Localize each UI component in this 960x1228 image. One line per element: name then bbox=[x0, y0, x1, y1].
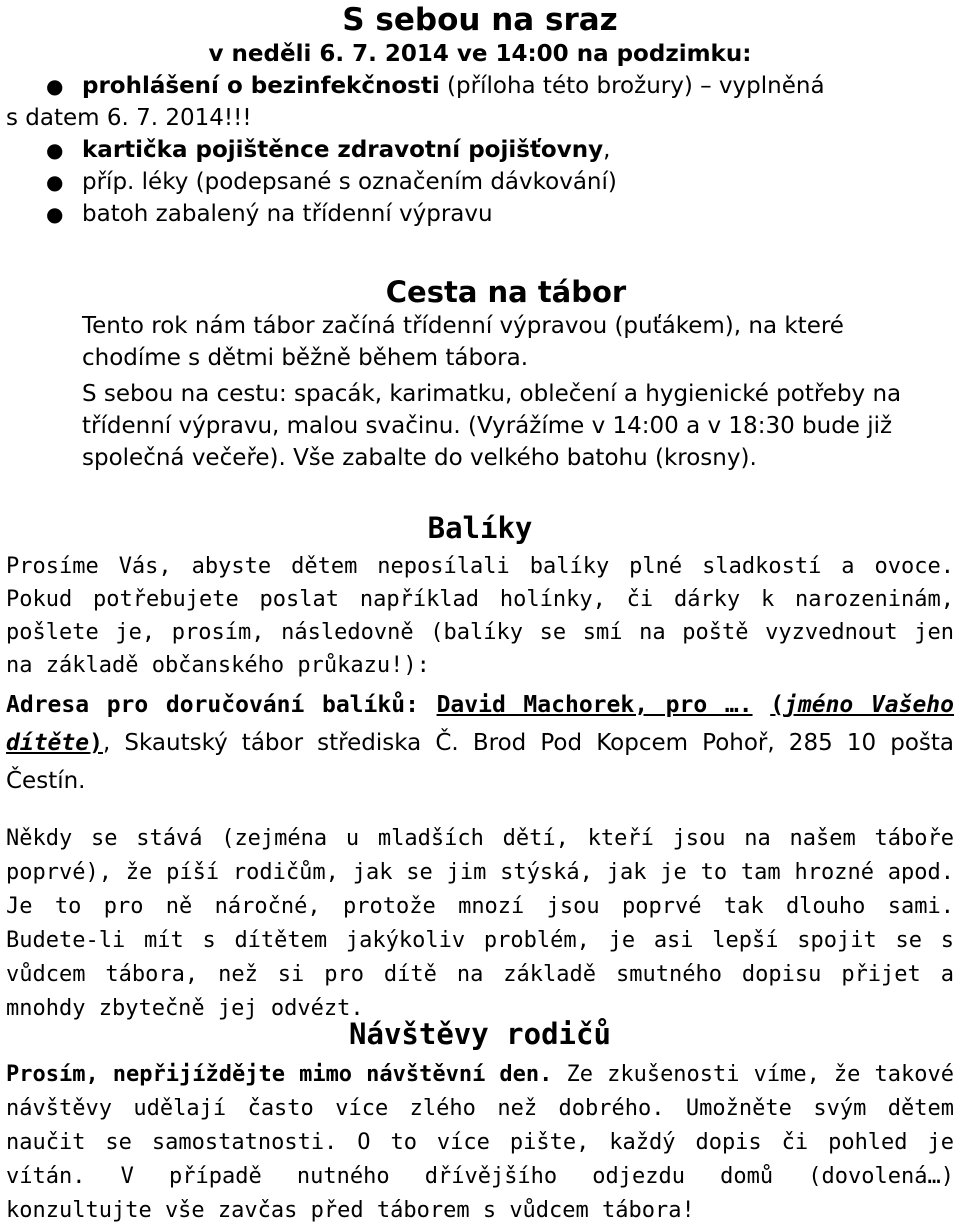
sraz-date-line: v neděli 6. 7. 2014 ve 14:00 na podzimku: bbox=[208, 41, 752, 67]
cesta-paragraph-1: Tento rok nám tábor začíná třídenní výpravou (puťákem), na které chodíme s dětmi běžně během tábora. bbox=[82, 313, 844, 371]
item-text: , bbox=[603, 137, 611, 163]
navstevy-paragraph bbox=[6, 1058, 954, 1228]
list-item-continuation bbox=[0, 102, 960, 134]
list-item bbox=[0, 70, 960, 102]
cesta-paragraph-2: S sebou na cestu: spacák, karimatku, oblečení a hygienické potřeby na třídenní výpravu, malou svačinu. (Vyrážíme v 14:00 a v 18:30 bude již společná večeře). Vše zabalte do velkého batohu (krosny). bbox=[82, 381, 902, 471]
address-block bbox=[6, 686, 954, 800]
heading-cesta: Cesta na tábor bbox=[385, 275, 627, 309]
navstevy-rest: Ze zkušenosti víme, že takové návštěvy udělají často více zlého než dobrého. Umožněte svým dětem naučit se samostatnosti. O to více pište, každý dopis či pohled je vítán. V případě nutného dřívějšího odjezdu domů (dovolená…) konzultujte vše zavčas před táborem s vůdcem tábora! bbox=[6, 1062, 954, 1223]
list-item bbox=[0, 166, 960, 198]
item-bold: prohlášení o bezinfekčnosti bbox=[82, 73, 440, 99]
baliky-text: Prosíme Vás, abyste dětem neposílali balíky plné sladkostí a ovoce. Pokud potřebujete poslat například holínky, či dárky k narozeninám, pošlete je, prosím, následovně (balíky se smí na poště vyzvednout jen na základě občanského průkazu!): bbox=[6, 554, 954, 678]
bullet-icon: ● bbox=[46, 202, 64, 226]
list-item bbox=[0, 198, 960, 230]
address-label: Adresa pro doručování balíků: bbox=[6, 692, 419, 718]
address-rest: , Skautský tábor střediska Č. Brod Pod Kopcem Pohoř, 285 10 pošta Čestín. bbox=[6, 730, 954, 794]
address-child: (jméno Vašeho dítěte) bbox=[6, 692, 954, 756]
navstevy-bold: Prosím, nepřijíždějte mimo návštěvní den. bbox=[6, 1062, 553, 1087]
heading-main: S sebou na sraz bbox=[342, 2, 618, 38]
item-bold: kartička pojištěnce zdravotní pojišťovny bbox=[82, 137, 604, 163]
heading-navstevy: Návštěvy rodičů bbox=[349, 1017, 611, 1051]
item-text: příp. léky (podepsané s označením dávkování) bbox=[82, 169, 617, 195]
bullet-icon: ● bbox=[46, 138, 64, 162]
heading-baliky: Balíky bbox=[427, 511, 533, 545]
address-name: David Machorek, pro …. bbox=[436, 692, 753, 718]
list-item bbox=[0, 134, 960, 166]
bullet-icon: ● bbox=[46, 170, 64, 194]
bullet-icon: ● bbox=[46, 74, 64, 98]
item-text: batoh zabalený na třídenní výpravu bbox=[82, 201, 493, 227]
item-text-cont: s datem 6. 7. 2014!!! bbox=[6, 105, 252, 131]
baliky-paragraph-1 bbox=[6, 550, 954, 682]
baliky-paragraph-2: Někdy se stává (zejména u mladších dětí, kteří jsou na našem táboře poprvé), že píší rodičům, jak se jim stýská, jak je to tam hrozné apod. Je to pro ně náročné, protože mnozí jsou poprvé tak dlouho sami. Budete-li mít s dítětem jakýkoliv problém, je asi lepší spojit se s vůdcem tábora, než si pro dítě na základě smutného dopisu přijet a mnohdy zbytečně jej odvézt. bbox=[6, 826, 954, 1021]
packing-list bbox=[0, 70, 960, 230]
item-text: (příloha této brožury) – vyplněná bbox=[439, 73, 825, 99]
